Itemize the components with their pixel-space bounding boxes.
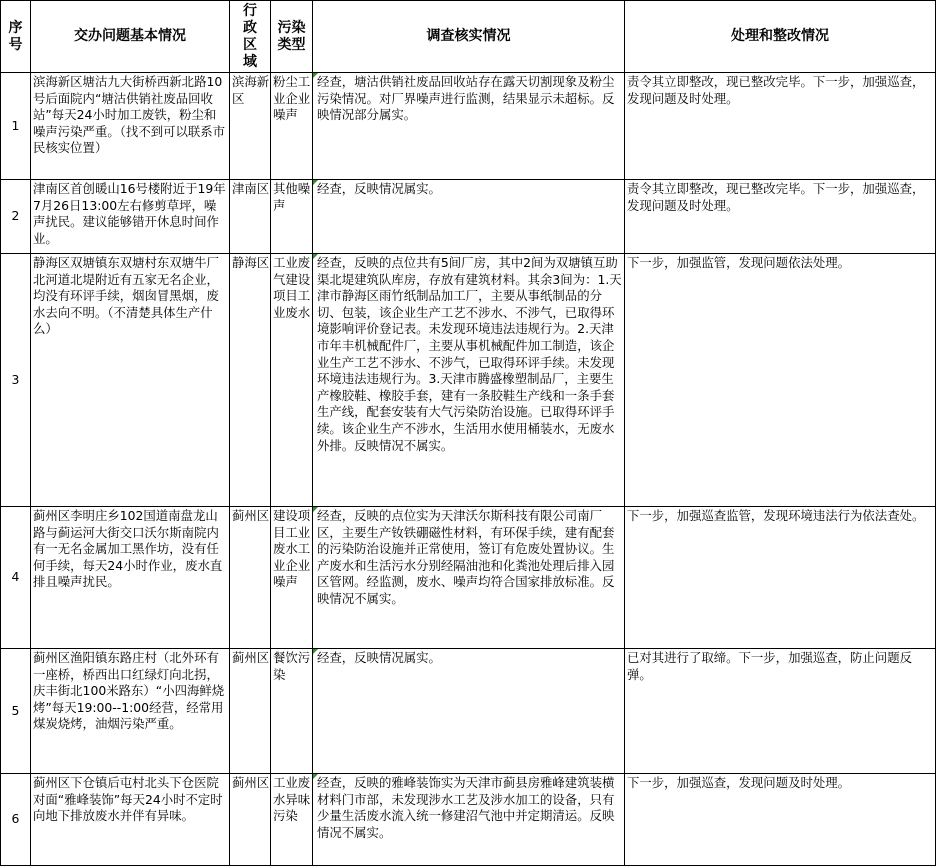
cell-basic: 津南区首创暖山16号楼附近于19年7月26日13:00左右修剪草坪，噪声扰民。建议能够错开休息时间作业。 xyxy=(33,181,226,246)
cell-pollution: 建设项目工业废水工业企业噪声 xyxy=(273,508,311,590)
comment-marker-icon xyxy=(313,649,318,654)
header-seq: 序号 xyxy=(1,1,31,73)
cell-region: 津南区 xyxy=(232,181,270,196)
cell-pollution: 其他噪声 xyxy=(273,181,311,213)
cell-handling: 责令其立即整改，现已整改完毕。下一步，加强巡查，发现问题及时处理。 xyxy=(627,181,925,213)
table-row xyxy=(1,254,936,507)
header-row xyxy=(1,1,936,73)
cell-region: 蓟州区 xyxy=(232,775,270,790)
cell-handling: 已对其进行了取缔。下一步，加强巡查，防止问题反弹。 xyxy=(627,650,912,682)
table-row xyxy=(1,649,936,774)
header-pollution: 污染类型 xyxy=(271,1,313,73)
cell-investigation: 经查，反映情况属实。 xyxy=(317,181,441,196)
cell-basic: 蓟州区渔阳镇东路庄村（北外环有一座桥，桥西出口红绿灯向北拐，庆丰街北100米路东）“小四海鲜烧烤”每天19:00--1:00经营，经常用煤炭烧烤，油烟污染严重。 xyxy=(33,650,225,732)
cell-investigation: 经查，反映情况属实。 xyxy=(317,650,441,665)
cell-seq: 1 xyxy=(1,73,31,180)
comment-marker-icon xyxy=(313,73,318,78)
cell-region: 蓟州区 xyxy=(232,508,270,523)
cell-pollution: 餐饮污染 xyxy=(273,650,311,682)
cell-basic: 蓟州区李明庄乡102国道南盘龙山路与蓟运河大街交口沃尔斯南院内有一无名金属加工黑作坊，没有任何手续，每天24小时作业，废水直排且噪声扰民。 xyxy=(33,508,223,590)
cell-region: 蓟州区 xyxy=(232,650,270,665)
comment-marker-icon xyxy=(313,254,318,259)
header-handling: 处理和整改情况 xyxy=(625,1,936,73)
cell-investigation: 经查，塘沽供销社废品回收站存在露天切割现象及粉尘污染情况。对厂界噪声进行监测，结果显示未超标。反映情况部分属实。 xyxy=(317,74,615,123)
cell-basic: 静海区双塘镇东双塘村东双塘牛厂北河道北堤附近有五家无名企业，均没有环评手续，烟囱冒黑烟，废水去向不明。（不清楚具体生产什么） xyxy=(33,255,219,337)
cell-pollution: 工业废气建设项目工业废水 xyxy=(273,255,311,320)
cell-handling: 责令其立即整改，现已整改完毕。下一步，加强巡查，发现问题及时处理。 xyxy=(627,74,925,106)
cell-basic: 滨海新区塘沽九大街桥西新北路10号后面院内“塘沽供销社废品回收站”每天24小时加工废铁，粉尘和噪声污染严重。（找不到可以联系市民核实位置） xyxy=(33,74,226,156)
cell-region: 静海区 xyxy=(232,255,270,270)
table-row xyxy=(1,774,936,866)
header-basic: 交办问题基本情况 xyxy=(31,1,230,73)
cell-seq: 5 xyxy=(1,649,31,774)
cell-investigation: 经查，反映的点位共有5间厂房，其中2间为双塘镇互助渠北堤建筑队库房，存放有建筑材料。其余3间为：1.天津市静海区雨竹纸制品加工厂，主要从事纸制品的分切、包装，该企业生产工艺不涉水、不涉气，已取得环境影响评价登记表。未发现环境违法违规行为。2.天津市年丰机械配件厂，主要从事机械配件加工制造，该企业生产工艺不涉水、不涉气，已取得环评手续。未发现环境违法违规行为。3.天津市腾盛橡塑制品厂，主要生产橡胶鞋、橡胶手套，建有一条胶鞋生产线和一条手套生产线，配套安装有大气污染防治设施。已取得环评手续。该企业生产不涉水，生活用水使用桶装水，无废水外排。反映情况不属实。 xyxy=(317,255,622,453)
cell-region: 滨海新区 xyxy=(232,74,270,106)
header-region: 行政区域 xyxy=(230,1,271,73)
cell-seq: 2 xyxy=(1,180,31,254)
comment-marker-icon xyxy=(313,180,318,185)
cell-handling: 下一步，加强巡查监管，发现环境违法行为依法查处。 xyxy=(627,508,925,523)
table-row xyxy=(1,180,936,254)
comment-marker-icon xyxy=(313,774,318,779)
cell-handling: 下一步，加强巡查，发现问题及时处理。 xyxy=(627,775,851,790)
cell-seq: 6 xyxy=(1,774,31,866)
comment-marker-icon xyxy=(313,507,318,512)
cell-pollution: 工业废水异味污染 xyxy=(273,775,311,824)
cell-investigation: 经查，反映的雅峰装饰实为天津市蓟县房雅峰建筑装横材料门市部，未发现涉水工艺及涉水加工的设备，只有少量生活废水流入统一修建沼气池中并定期清运。反映情况不属实。 xyxy=(317,775,615,840)
cell-seq: 3 xyxy=(1,254,31,507)
cell-pollution: 粉尘工业企业噪声 xyxy=(273,74,311,123)
cell-handling: 下一步，加强监管，发现问题依法处理。 xyxy=(627,255,851,270)
cell-seq: 4 xyxy=(1,507,31,649)
cell-basic: 蓟州区下仓镇后屯村北头下仓医院对面“雅峰装饰”每天24小时不定时向地下排放废水并伴有异味。 xyxy=(33,775,223,824)
header-investigation: 调查核实情况 xyxy=(313,1,625,73)
table-row xyxy=(1,73,936,180)
cell-investigation: 经查，反映的点位实为天津沃尔斯科技有限公司南厂区，主要生产钕铁硼磁性材料，有环保手续，建有配套的污染防治设施并正常使用，签订有危废处置协议。生产废水和生活污水分别经隔油池和化粪池处理后排入园区管网。经监测，废水、噪声均符合国家排放标准。反映情况不属实。 xyxy=(317,508,615,606)
table-row xyxy=(1,507,936,649)
